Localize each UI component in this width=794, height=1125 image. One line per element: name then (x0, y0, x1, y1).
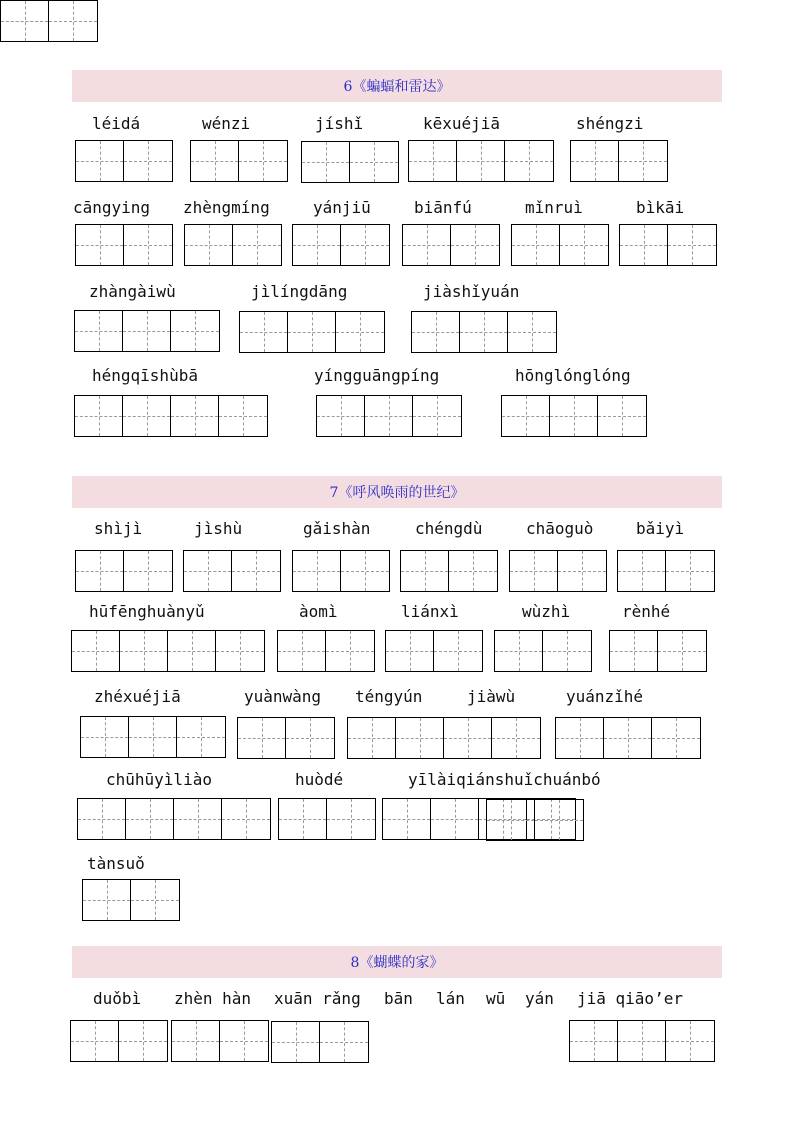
writing-box-group[interactable] (385, 630, 483, 672)
section-title: 7《呼风唤雨的世纪》 (72, 476, 722, 508)
pinyin-label: bān (384, 989, 413, 1008)
tianzige-cell[interactable] (619, 141, 667, 181)
tianzige-cell[interactable] (279, 799, 327, 839)
tianzige-cell[interactable] (451, 225, 499, 265)
tianzige-cell[interactable] (171, 311, 219, 351)
writing-box-group[interactable] (411, 311, 557, 353)
pinyin-label: jiā qiāo’er (577, 989, 683, 1008)
tianzige-cell[interactable] (412, 312, 460, 352)
tianzige-cell[interactable] (126, 799, 174, 839)
tianzige-cell[interactable] (383, 799, 431, 839)
writing-box-group[interactable] (80, 716, 226, 758)
tianzige-cell[interactable] (409, 141, 457, 181)
tianzige-cell[interactable] (286, 718, 334, 758)
tianzige-cell[interactable] (83, 880, 131, 920)
tianzige-cell[interactable] (327, 799, 375, 839)
tianzige-cell[interactable] (129, 717, 177, 757)
tianzige-cell[interactable] (403, 225, 451, 265)
tianzige-cell[interactable] (185, 225, 233, 265)
pinyin-label: biānfú (414, 198, 472, 217)
writing-box-group[interactable] (609, 630, 707, 672)
tianzige-cell[interactable] (604, 718, 652, 758)
pinyin-label: huòdé (295, 770, 344, 789)
tianzige-cell[interactable] (171, 396, 219, 436)
writing-box-group[interactable] (292, 550, 390, 592)
writing-box-group[interactable] (184, 224, 282, 266)
tianzige-cell[interactable] (558, 551, 606, 591)
writing-box-group[interactable] (569, 1020, 715, 1062)
writing-box-group[interactable] (71, 630, 265, 672)
tianzige-cell[interactable] (124, 141, 172, 181)
tianzige-cell[interactable] (119, 1021, 167, 1061)
writing-box-group[interactable] (277, 630, 375, 672)
writing-box-group[interactable] (494, 630, 592, 672)
tianzige-cell[interactable] (76, 551, 124, 591)
tianzige-cell[interactable] (571, 141, 619, 181)
pinyin-label: wū (486, 989, 506, 1008)
tianzige-cell[interactable] (131, 880, 179, 920)
writing-box-group[interactable] (301, 141, 399, 183)
writing-box-group[interactable] (511, 224, 609, 266)
tianzige-cell[interactable] (220, 1021, 268, 1061)
tianzige-cell[interactable] (76, 225, 124, 265)
tianzige-cell[interactable] (535, 800, 583, 840)
pinyin-label: jìlíngdāng (251, 282, 348, 301)
tianzige-cell[interactable] (348, 718, 396, 758)
tianzige-cell[interactable] (240, 312, 288, 352)
pinyin-label: téngyún (355, 687, 423, 706)
pinyin-label: liánxì (401, 602, 459, 621)
pinyin-label: duǒbì (93, 989, 142, 1008)
pinyin-label: léidá (92, 114, 141, 133)
pinyin-label: héngqīshùbā (92, 366, 198, 385)
writing-box-group[interactable] (239, 311, 385, 353)
tianzige-cell[interactable] (350, 142, 398, 182)
tianzige-cell[interactable] (222, 799, 270, 839)
tianzige-cell[interactable] (401, 551, 449, 591)
tianzige-cell[interactable] (341, 551, 389, 591)
tianzige-cell[interactable] (172, 1021, 220, 1061)
tianzige-cell[interactable] (495, 631, 543, 671)
tianzige-cell[interactable] (336, 312, 384, 352)
writing-box-group[interactable] (82, 879, 180, 921)
writing-box-group[interactable] (316, 395, 462, 437)
tianzige-cell[interactable] (174, 799, 222, 839)
pinyin-label: yuánzǐhé (566, 687, 644, 706)
writing-box-group[interactable] (278, 798, 376, 840)
tianzige-cell[interactable] (216, 631, 264, 671)
writing-box-group[interactable] (292, 224, 390, 266)
pinyin-label: jiàshǐyuán (423, 282, 520, 301)
pinyin-label: lán (436, 989, 465, 1008)
writing-box-group[interactable] (74, 310, 220, 352)
writing-box-group[interactable] (171, 1020, 269, 1062)
writing-box-group[interactable] (271, 1021, 369, 1063)
tianzige-cell[interactable] (78, 799, 126, 839)
pinyin-label: zhèngmíng (183, 198, 270, 217)
tianzige-cell[interactable] (413, 396, 461, 436)
tianzige-cell[interactable] (570, 1021, 618, 1061)
writing-box-group[interactable] (400, 550, 498, 592)
pinyin-label: chāoguò (526, 519, 594, 538)
pinyin-label: yánjiū (313, 198, 371, 217)
pinyin-label: yīlàiqiánshuǐchuánbó (408, 770, 601, 789)
pinyin-label: bìkāi (636, 198, 685, 217)
writing-box-group[interactable] (74, 395, 268, 437)
tianzige-cell[interactable] (620, 225, 668, 265)
writing-box-group[interactable] (347, 717, 541, 759)
tianzige-cell[interactable] (365, 396, 413, 436)
tianzige-cell[interactable] (550, 396, 598, 436)
pinyin-label: zhéxuéjiā (94, 687, 181, 706)
pinyin-label: hōnglónglóng (515, 366, 631, 385)
pinyin-label: yán (525, 989, 554, 1008)
tianzige-cell[interactable] (75, 396, 123, 436)
tianzige-cell[interactable] (502, 396, 550, 436)
pinyin-label: bǎiyì (636, 519, 685, 538)
tianzige-cell[interactable] (293, 225, 341, 265)
tianzige-cell[interactable] (219, 396, 267, 436)
tianzige-cell[interactable] (72, 631, 120, 671)
pinyin-label: shéngzi (576, 114, 644, 133)
tianzige-cell[interactable] (278, 631, 326, 671)
tianzige-cell[interactable] (508, 312, 556, 352)
tianzige-cell[interactable] (317, 396, 365, 436)
tianzige-cell[interactable] (120, 631, 168, 671)
pinyin-label: gǎishàn (303, 519, 371, 538)
tianzige-cell[interactable] (487, 800, 535, 840)
writing-box-group[interactable] (555, 717, 701, 759)
tianzige-cell[interactable] (560, 225, 608, 265)
writing-box-group[interactable] (70, 1020, 168, 1062)
tianzige-cell[interactable] (124, 225, 172, 265)
tianzige-cell[interactable] (233, 225, 281, 265)
pinyin-label: zhèn hàn (174, 989, 252, 1008)
writing-box-group[interactable] (619, 224, 717, 266)
tianzige-cell[interactable] (658, 631, 706, 671)
tianzige-cell[interactable] (434, 631, 482, 671)
writing-box-group[interactable] (190, 140, 288, 182)
writing-box-group[interactable] (75, 224, 173, 266)
tianzige-cell[interactable] (505, 141, 553, 181)
writing-box-group[interactable] (509, 550, 607, 592)
tianzige-cell[interactable] (123, 396, 171, 436)
tianzige-cell[interactable] (666, 1021, 714, 1061)
tianzige-cell[interactable] (76, 141, 124, 181)
writing-box-group[interactable] (617, 550, 715, 592)
pinyin-label: jiàwù (467, 687, 516, 706)
tianzige-cell[interactable] (272, 1022, 320, 1062)
tianzige-cell[interactable] (177, 717, 225, 757)
pinyin-label: mǐnruì (525, 198, 583, 217)
writing-box-group[interactable] (501, 395, 647, 437)
writing-box-group[interactable] (237, 717, 335, 759)
tianzige-cell[interactable] (293, 551, 341, 591)
writing-box-group[interactable] (570, 140, 668, 182)
tianzige-cell[interactable] (238, 718, 286, 758)
pinyin-label: yíngguāngpíng (314, 366, 440, 385)
section-title: 6《蝙蝠和雷达》 (72, 70, 722, 102)
pinyin-label: yuànwàng (244, 687, 322, 706)
tianzige-cell[interactable] (1, 1, 49, 41)
tianzige-cell[interactable] (668, 225, 716, 265)
writing-box-group[interactable] (183, 550, 281, 592)
pinyin-label: jíshǐ (315, 114, 364, 133)
tianzige-cell[interactable] (396, 718, 444, 758)
pinyin-label: cāngying (73, 198, 151, 217)
tianzige-cell[interactable] (512, 225, 560, 265)
tianzige-cell[interactable] (386, 631, 434, 671)
tianzige-cell[interactable] (510, 551, 558, 591)
writing-box-group[interactable] (77, 798, 271, 840)
tianzige-cell[interactable] (326, 631, 374, 671)
pinyin-label: shìjì (94, 519, 143, 538)
section-title: 8《蝴蝶的家》 (72, 946, 722, 978)
tianzige-cell[interactable] (444, 718, 492, 758)
tianzige-cell[interactable] (184, 551, 232, 591)
tianzige-cell[interactable] (556, 718, 604, 758)
tianzige-cell[interactable] (449, 551, 497, 591)
tianzige-cell[interactable] (618, 551, 666, 591)
tianzige-cell[interactable] (71, 1021, 119, 1061)
pinyin-label: jìshù (194, 519, 243, 538)
tianzige-cell[interactable] (239, 141, 287, 181)
tianzige-cell[interactable] (610, 631, 658, 671)
tianzige-cell[interactable] (457, 141, 505, 181)
pinyin-label: tànsuǒ (87, 854, 145, 873)
pinyin-label: xuān rǎng (274, 989, 361, 1008)
pinyin-label: wénzi (202, 114, 251, 133)
tianzige-cell[interactable] (341, 225, 389, 265)
pinyin-label: wùzhì (522, 602, 571, 621)
tianzige-cell[interactable] (168, 631, 216, 671)
pinyin-label: hūfēnghuànyǔ (89, 602, 205, 621)
writing-box-group[interactable] (402, 224, 500, 266)
tianzige-cell[interactable] (543, 631, 591, 671)
tianzige-cell[interactable] (652, 718, 700, 758)
writing-box-group[interactable] (0, 0, 98, 42)
tianzige-cell[interactable] (598, 396, 646, 436)
pinyin-label: rènhé (622, 602, 671, 621)
writing-box-group[interactable] (408, 140, 554, 182)
tianzige-cell[interactable] (492, 718, 540, 758)
pinyin-label: kēxuéjiā (423, 114, 501, 133)
tianzige-cell[interactable] (75, 311, 123, 351)
writing-box-group[interactable] (75, 140, 173, 182)
tianzige-cell[interactable] (302, 142, 350, 182)
pinyin-label: àomì (299, 602, 338, 621)
pinyin-label: chūhūyìliào (106, 770, 212, 789)
tianzige-cell[interactable] (124, 551, 172, 591)
tianzige-cell[interactable] (191, 141, 239, 181)
tianzige-cell[interactable] (232, 551, 280, 591)
tianzige-cell[interactable] (431, 799, 479, 839)
tianzige-cell[interactable] (49, 1, 97, 41)
tianzige-cell[interactable] (81, 717, 129, 757)
pinyin-label: chéngdù (415, 519, 483, 538)
writing-box-group[interactable] (75, 550, 173, 592)
tianzige-cell[interactable] (123, 311, 171, 351)
tianzige-cell[interactable] (618, 1021, 666, 1061)
tianzige-cell[interactable] (460, 312, 508, 352)
writing-box-group[interactable] (486, 799, 584, 841)
tianzige-cell[interactable] (666, 551, 714, 591)
tianzige-cell[interactable] (320, 1022, 368, 1062)
tianzige-cell[interactable] (288, 312, 336, 352)
pinyin-label: zhàngàiwù (89, 282, 176, 301)
